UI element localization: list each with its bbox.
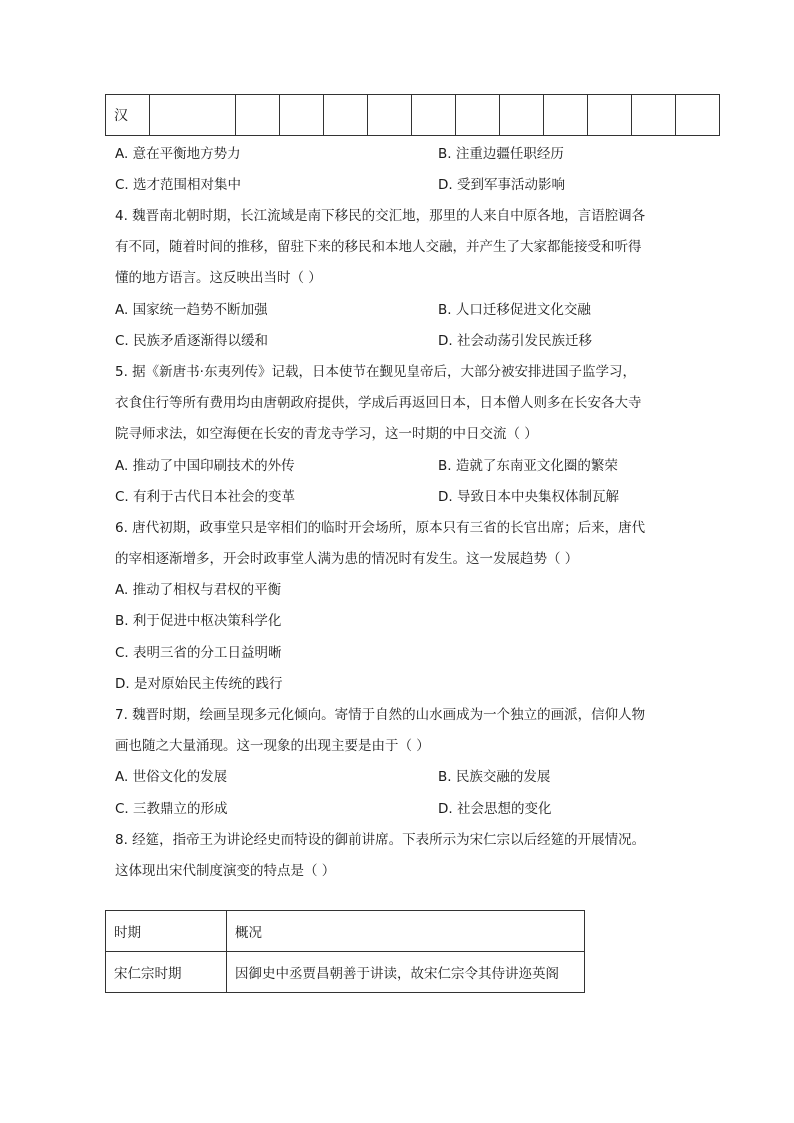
q6-option-a: A. 推动了相权与君权的平衡 (115, 582, 282, 598)
q6-stem-line: 6. 唐代初期，政事堂只是宰相们的临时开会场所，原本只有三省的长官出席；后来，唐代 (115, 520, 646, 536)
table-cell (676, 95, 720, 136)
table-cell (280, 95, 324, 136)
q6-stem-line: 的宰相逐渐增多，开会时政事堂人满为患的情况时有发生。这一发展趋势（ ） (115, 551, 579, 567)
table-header-row (106, 911, 585, 952)
q7-option-b: B. 民族交融的发展 (438, 769, 551, 785)
q3-option-a: A. 意在平衡地方势力 (115, 146, 241, 162)
table-row (106, 95, 720, 136)
q7-option-c: C. 三教鼎立的形成 (115, 801, 228, 817)
table-header-cell: 概况 (227, 911, 585, 952)
q8-table (105, 910, 585, 993)
q4-stem-line: 有不同，随着时间的推移，留驻下来的移民和本地人交融，并产生了大家都能接受和听得 (115, 239, 642, 255)
table-row (106, 952, 585, 993)
q7-option-d: D. 社会思想的变化 (438, 801, 552, 817)
table-cell (150, 95, 236, 136)
table-cell (632, 95, 676, 136)
q3-option-c: C. 选才范围相对集中 (115, 177, 242, 193)
q5-stem-line: 衣食住行等所有费用均由唐朝政府提供，学成后再返回日本，日本僧人则多在长安各大寺 (115, 395, 642, 411)
q6-option-b: B. 利于促进中枢决策科学化 (115, 613, 282, 629)
q5-stem-line: 5. 据《新唐书·东夷列传》记载，日本使节在觐见皇帝后，大部分被安排进国子监学习， (115, 364, 636, 380)
table-cell (456, 95, 500, 136)
q5-stem-line: 院寻师求法，如空海便在长安的青龙寺学习，这一时期的中日交流（ ） (115, 426, 538, 442)
q6-option-d: D. 是对原始民主传统的践行 (115, 676, 283, 692)
q5-option-b: B. 造就了东南亚文化圈的繁荣 (438, 458, 618, 474)
table-cell (324, 95, 368, 136)
q4-option-c: C. 民族矛盾逐渐得以缓和 (115, 333, 269, 349)
q3-option-d: D. 受到军事活动影响 (438, 177, 565, 193)
q5-option-a: A. 推动了中国印刷技术的外传 (115, 458, 295, 474)
continuation-table (105, 94, 720, 136)
table-cell (500, 95, 544, 136)
q3-option-b: B. 注重边疆任职经历 (438, 146, 564, 162)
table-cell: 宋仁宗时期 (106, 952, 227, 993)
table-header-cell: 时期 (106, 911, 227, 952)
q4-option-a: A. 国家统一趋势不断加强 (115, 302, 268, 318)
q8-stem-line: 8. 经筵，指帝王为讲论经史而特设的御前讲席。下表所示为宋仁宗以后经筵的开展情况。 (115, 832, 646, 848)
q7-stem-line: 7. 魏晋时期，绘画呈现多元化倾向。寄情于自然的山水画成为一个独立的画派，信仰人物 (115, 707, 646, 723)
table-cell (544, 95, 588, 136)
table-cell: 因御史中丞贾昌朝善于讲读，故宋仁宗令其侍讲迩英阁 (227, 952, 585, 993)
table-cell (236, 95, 280, 136)
q4-stem-line: 4. 魏晋南北朝时期，长江流域是南下移民的交汇地，那里的人来自中原各地，言语腔调各 (115, 208, 646, 224)
q5-option-c: C. 有利于古代日本社会的变革 (115, 489, 296, 505)
table-cell (412, 95, 456, 136)
q4-option-b: B. 人口迁移促进文化交融 (438, 302, 591, 318)
table-cell: 汉 (106, 95, 150, 136)
q4-option-d: D. 社会动荡引发民族迁移 (438, 333, 592, 349)
q4-stem-line: 懂的地方语言。这反映出当时（ ） (115, 270, 322, 286)
table-cell (368, 95, 412, 136)
q5-option-d: D. 导致日本中央集权体制瓦解 (438, 489, 619, 505)
table-cell (588, 95, 632, 136)
q7-option-a: A. 世俗文化的发展 (115, 769, 228, 785)
q6-option-c: C. 表明三省的分工日益明晰 (115, 645, 282, 661)
q7-stem-line: 画也随之大量涌现。这一现象的出现主要是由于（ ） (115, 738, 430, 754)
q8-stem-line: 这体现出宋代制度演变的特点是（ ） (115, 863, 336, 879)
